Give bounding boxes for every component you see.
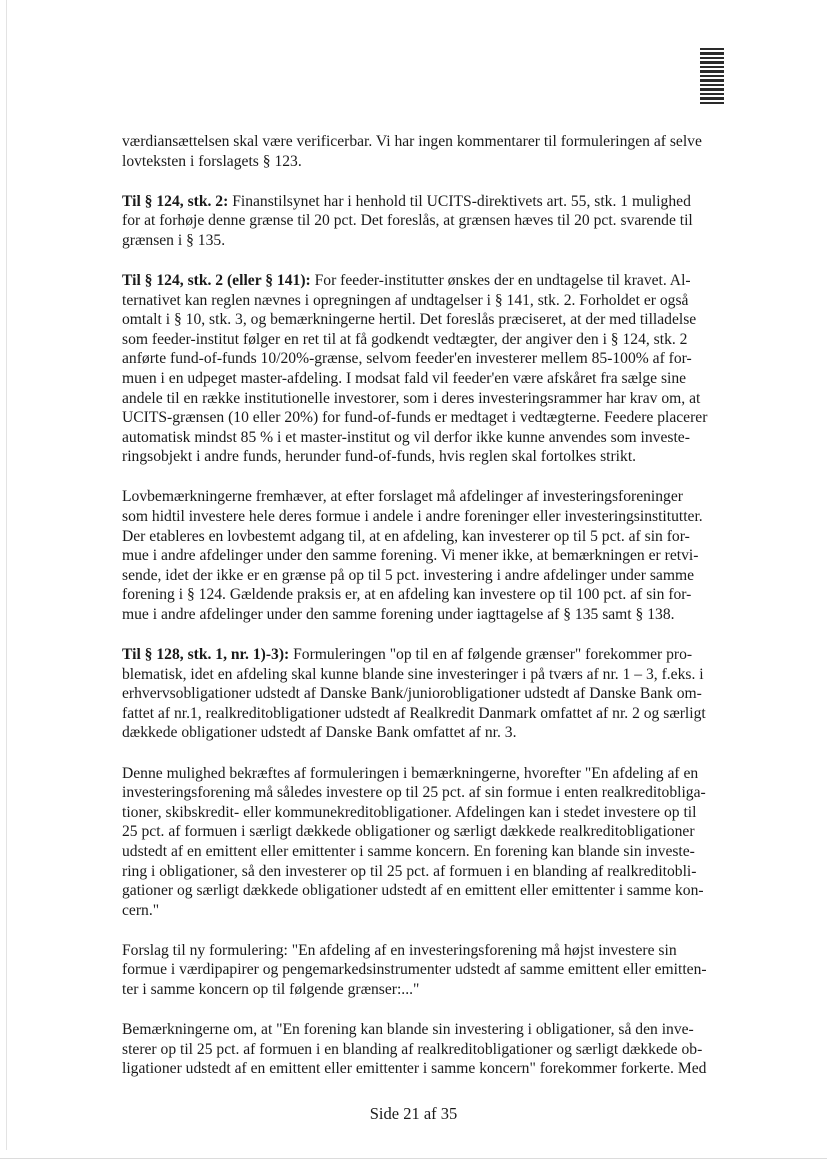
text-line: forening i § 124. Gældende praksis er, at en afdeling kan investere op til 100 pct. af sin for-	[122, 586, 692, 604]
page-edge-bottom	[0, 1158, 827, 1159]
text-line: anførte fund-of-funds 10/20%-grænse, selvom feeder'en investerer mellem 85-100% af for-	[122, 350, 692, 368]
text-line: formue i værdipapirer og pengemarkedsinstrumenter udstedt af samme emittent eller emitten-	[122, 961, 707, 979]
paragraph	[122, 132, 754, 171]
paragraph-heading: Til § 124, stk. 2 (eller § 141):	[122, 271, 311, 289]
barcode-stamp	[700, 48, 724, 106]
paragraph	[122, 487, 754, 624]
text-line: ter i samme koncern op til følgende grænser:..."	[122, 980, 420, 998]
text-line: For feeder-institutter ønskes der en undtagelse til kravet. Al-	[310, 271, 691, 289]
text-line: omtalt i § 10, stk. 3, og bemærkningerne hertil. Det foreslås præciseret, at der med tilladelse	[122, 311, 697, 329]
text-line: blematisk, idet en afdeling skal kunne blande sine investeringer i på tværs af nr. 1 – 3, f.eks. i	[122, 665, 704, 683]
paragraph	[122, 941, 754, 1000]
page-edge-left	[6, 0, 7, 1150]
text-line: Finanstilsynet har i henhold til UCITS-direktivets art. 55, stk. 1 mulighed	[228, 192, 691, 210]
text-line: dækkede obligationer udstedt af Danske Bank omfattet af nr. 3.	[122, 724, 517, 742]
text-line: udstedt af en emittent eller emittenter i samme koncern. En forening kan blande sin investe-	[122, 842, 695, 860]
text-line: investeringsforening må således investere op til 25 pct. af sin formue i enten realkreditobliga-	[122, 784, 706, 802]
paragraph	[122, 1020, 754, 1079]
text-line: UCITS-grænsen (10 eller 20%) for fund-of-funds er medtaget i vedtægterne. Feedere placerer	[122, 409, 708, 427]
text-line: som hidtil investere hele deres formue i andele i andre foreninger eller investeringsinstitutter.	[122, 508, 703, 525]
text-line: Forslag til ny formulering: "En afdeling af en investeringsforening må højst investere sin	[122, 941, 677, 959]
text-line: Formuleringen "op til en af følgende grænser" forekommer pro-	[289, 646, 693, 664]
text-line: Der etableres en lovbestemt adgang til, at en afdeling, kan investerer op til 5 pct. af sin for-	[122, 527, 690, 545]
text-line: gationer og særligt dækkede obligationer udstedt af en emittent eller emittenter i samme kon-	[122, 882, 704, 900]
text-line: ligationer udstedt af en emittent eller emittenter i samme koncern" forekommer forkerte. Med	[122, 1060, 707, 1078]
text-line: tioner, skibskredit- eller kommunekreditobligationer. Afdelingen kan i stedet investere op til	[122, 803, 697, 821]
text-line: Bemærkningerne om, at "En forening kan blande sin investering i obligationer, så den inve-	[122, 1021, 694, 1039]
text-line: sende, idet der ikke er en grænse på op til 5 pct. investering i andre afdelinger under samme	[122, 566, 695, 584]
page-number: Side 21 af 35	[369, 1104, 458, 1123]
text-line: andele til en række institutionelle investorer, som i deres investeringsrammer har krav om, at	[122, 389, 701, 407]
text-line: 25 pct. af formuen i særligt dækkede obligationer og særligt dækkede realkreditobligationer	[122, 823, 695, 841]
text-line: sterer op til 25 pct. af formuen i en blanding af realkreditobligationer og særligt dækkede ob-	[122, 1040, 703, 1058]
text-line: ternativet kan reglen nævnes i opregningen af undtagelser i § 141, stk. 2. Forholdet er også	[122, 291, 689, 309]
paragraph-heading: Til § 128, stk. 1, nr. 1)-3):	[122, 646, 290, 664]
text-line: mue i andre afdelinger under den samme forening under iagttagelse af § 135 samt § 138.	[122, 605, 675, 623]
document-body	[122, 132, 754, 1099]
text-line: Denne mulighed bekræftes af formuleringen i bemærkningerne, hvorefter "En afdeling af en	[122, 764, 699, 782]
text-line: grænsen i § 135.	[122, 231, 226, 249]
text-line: ringsobjekt i andre funds, herunder fund-of-funds, hvis reglen skal fortolkes strikt.	[122, 448, 637, 466]
text-line: værdiansættelsen skal være verificerbar. Vi har ingen kommentarer til formuleringen af selve	[122, 133, 702, 150]
text-line: fattet af nr.1, realkreditobligationer udstedt af Realkredit Danmark omfattet af nr. 2 og særligt	[122, 704, 706, 722]
paragraph	[122, 271, 754, 467]
text-line: lovteksten i forslagets § 123.	[122, 152, 302, 170]
text-line: muen i en udpeget master-afdeling. I modsat fald vil feeder'en være afskåret fra sælge sine	[122, 369, 687, 387]
paragraph-heading: Til § 124, stk. 2:	[122, 192, 229, 210]
text-line: automatisk mindst 85 % i et master-institut og vil derfor ikke kunne anvendes som investe-	[122, 428, 690, 446]
text-line: som feeder-institut følger en ret til at få godkendt vedtægter, der angiver den i § 124, stk. 2	[122, 330, 688, 348]
text-line: Lovbemærkningerne fremhæver, at efter forslaget må afdelinger af investeringsforeninger	[122, 488, 683, 506]
text-line: cern."	[122, 901, 160, 919]
text-line: for at forhøje denne grænse til 20 pct. Det foreslås, at grænsen hæves til 20 pct. svarende til	[122, 212, 693, 230]
paragraph	[122, 764, 754, 921]
text-line: ring i obligationer, så den investerer op til 25 pct. af formuen i en blanding af realkreditobli-	[122, 862, 697, 880]
paragraph	[122, 192, 754, 251]
text-line: mue i andre afdelinger under den samme forening. Vi mener ikke, at bemærkningen er retvi-	[122, 547, 699, 565]
paragraph	[122, 645, 754, 743]
text-line: erhvervsobligationer udstedt af Danske Bank/juniorobligationer udstedt af Danske Bank om-	[122, 685, 702, 703]
